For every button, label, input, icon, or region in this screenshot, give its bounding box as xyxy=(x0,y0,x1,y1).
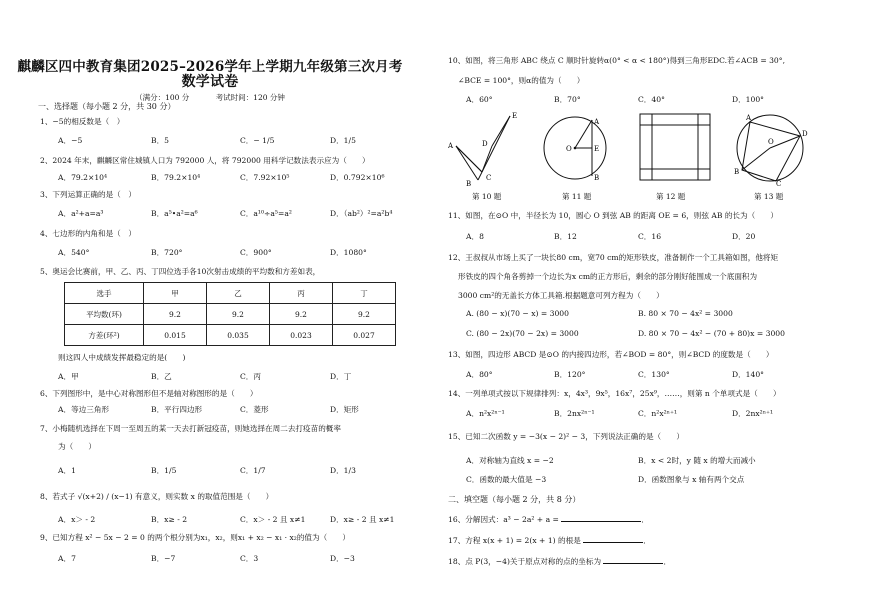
question-11: 11、如图，在⊙O 中，半径长为 10，圆心 O 到弦 AB 的距离 OE = 6，则弦 AB 的长为（ ） xyxy=(448,211,778,220)
question-3: 3、下列运算正确的是（ ） xyxy=(40,190,136,199)
outer-sheet xyxy=(640,114,710,180)
option: B．70° xyxy=(554,95,581,104)
option: B．12 xyxy=(554,232,577,241)
label-b: B xyxy=(466,180,472,188)
box-base xyxy=(652,125,698,169)
label-c: C xyxy=(776,180,782,186)
question-14: 14、一列单项式按以下规律排列：x，4x³，9x⁵，16x⁷，25x⁹，……，则第 n 个单项式是（ ） xyxy=(448,389,781,398)
figure-10 xyxy=(448,108,528,188)
option: C．菱形 xyxy=(240,405,269,414)
option: D．丁 xyxy=(330,372,352,381)
question-10: 10、如图，将三角形 ABC 绕点 C 顺时针旋转α(0° < α < 180°)得到三角形EDC.若∠ACB = 30°, xyxy=(448,56,785,65)
option: D．1080° xyxy=(330,248,367,257)
table-cell: 乙 xyxy=(207,283,270,304)
option: B．−7 xyxy=(151,554,176,563)
option: B．5 xyxy=(151,136,170,145)
table-cell: 丁 xyxy=(333,283,396,304)
question-17-text: 17、方程 x(x + 1) = 2(x + 1) 的根是 xyxy=(448,536,581,545)
table-cell: 0.023 xyxy=(270,325,333,346)
question-12-cont2: 3000 cm²的无盖长方体工具箱.根据题意可列方程为（ ） xyxy=(458,291,664,300)
option: D．140° xyxy=(732,370,764,379)
score-table xyxy=(64,282,396,346)
option: A．79.2×10⁴ xyxy=(58,173,108,182)
option: A．1 xyxy=(58,466,76,475)
option: A．x＞ - 2 xyxy=(58,515,96,524)
label-a: A xyxy=(594,118,600,126)
table-cell: 9.2 xyxy=(270,304,333,325)
option: B．x < 2时，y 随 x 的增大而减小 xyxy=(638,456,756,465)
question-16: 16、分解因式：a³ − 2a² + a = ． xyxy=(448,515,649,524)
option: C．900° xyxy=(240,248,272,257)
option: D. 80 × 70 − 4x² − (70 + 80)x = 3000 xyxy=(638,329,785,338)
segment-oa xyxy=(575,120,592,148)
label-o: O xyxy=(768,138,774,146)
figure-12 xyxy=(638,112,714,184)
option: C．7.92×10⁵ xyxy=(240,173,290,182)
table-header-row xyxy=(65,283,396,304)
question-12: 12、王叔叔从市场上买了一块长80 cm，宽70 cm的矩形铁皮，准备制作一个工具箱如图，他将矩 xyxy=(448,253,779,262)
label-b: B xyxy=(734,168,740,176)
option: C．a¹⁰÷a⁵=a² xyxy=(240,209,292,218)
answer-blank[interactable] xyxy=(561,513,641,522)
option: D．100° xyxy=(732,95,764,104)
question-7-cont: 为（ ） xyxy=(58,442,96,451)
option: A．n²x²ⁿ⁻¹ xyxy=(466,409,505,418)
option: D．20 xyxy=(732,232,756,241)
segment-ob xyxy=(742,148,770,170)
option: C．函数的最大值是 −3 xyxy=(466,475,547,484)
option: A．−5 xyxy=(58,136,83,145)
table-cell: 0.015 xyxy=(144,325,207,346)
table-cell: 9.2 xyxy=(333,304,396,325)
question-5: 5、奥运会比赛前，甲、乙、丙、丁四位选手各10次射击成绩的平均数和方差如表， xyxy=(40,267,321,276)
question-10-cont: ∠BCE = 100°，则α的值为（ ） xyxy=(458,76,585,85)
option: D．0.792×10⁶ xyxy=(330,173,385,182)
option: B．乙 xyxy=(151,372,172,381)
question-6: 6、下列图形中，是中心对称图形但不是轴对称图形的是（ ） xyxy=(40,389,258,398)
figure-13 xyxy=(732,110,812,186)
question-7: 7、小梅随机选择在下周一至周五的某一天去打新冠疫苗，则她选择在周二去打疫苗的概率 xyxy=(40,424,341,433)
question-2: 2、2024 年末，麒麟区常住城镇人口为 792000 人，将 792000 用科学记数法表示应为（ ） xyxy=(40,156,370,165)
table-cell: 丙 xyxy=(270,283,333,304)
question-17: 17、方程 x(x + 1) = 2(x + 1) 的根是 ． xyxy=(448,536,651,545)
option: C．n²x²ⁿ⁺¹ xyxy=(638,409,678,418)
option: A. (80 − x)(70 − x) = 3000 xyxy=(466,309,569,318)
figure-11 xyxy=(540,112,612,184)
question-5-stem: 则这四人中成绩发挥最稳定的是( ) xyxy=(58,353,186,362)
label-d: D xyxy=(802,130,808,138)
table-cell: 9.2 xyxy=(207,304,270,325)
option: C．130° xyxy=(638,370,670,379)
option: B．79.2×10⁴ xyxy=(151,173,201,182)
option: D．函数图象与 x 轴有两个交点 xyxy=(638,475,745,484)
question-15: 15、已知二次函数 y = −3(x − 2)² − 3，下列说法正确的是（ ） xyxy=(448,432,684,441)
segment-ac xyxy=(456,146,482,172)
option: C．16 xyxy=(638,232,662,241)
segment-dc xyxy=(482,146,492,172)
option: A．对称轴为直线 x = −2 xyxy=(466,456,554,465)
question-1: 1、−5的相反数是（ ） xyxy=(40,117,125,126)
label-b: B xyxy=(594,174,600,182)
caption-13: 第 13 题 xyxy=(754,192,784,201)
full-score: （满分：100 分 xyxy=(135,93,190,102)
section-fill: 二、填空题（每小题 2 分，共 8 分） xyxy=(448,495,581,504)
question-9: 9、已知方程 x² − 5x − 2 = 0 的两个根分别为x₁，x₂，则x₁ + x₂ − x₁ · x₂的值为（ ） xyxy=(40,533,350,542)
segment-od xyxy=(770,136,800,148)
option: B．2nx²ⁿ⁻¹ xyxy=(554,409,595,418)
option: C．− 1/5 xyxy=(240,136,275,145)
question-8: 8、若式子 √(x+2) / (x−1) 有意义，则实数 x 的取值范围是（ ） xyxy=(40,492,274,501)
option: A．等边三角形 xyxy=(58,405,110,414)
table-cell: 9.2 xyxy=(144,304,207,325)
option: B．120° xyxy=(554,370,586,379)
option: C. (80 − 2x)(70 − 2x) = 3000 xyxy=(466,329,579,338)
answer-blank[interactable] xyxy=(583,534,643,543)
label-a: A xyxy=(746,114,752,122)
label-e: E xyxy=(512,112,518,120)
option: B．平行四边形 xyxy=(151,405,203,414)
option: B．a⁵•a²=a⁶ xyxy=(151,209,198,218)
table-cell: 0.027 xyxy=(333,325,396,346)
table-cell: 方差(环²) xyxy=(65,325,144,346)
section-choice: 一、选择题（每小题 2 分，共 30 分） xyxy=(38,102,176,111)
triangle-abc xyxy=(456,146,482,180)
option: A．80° xyxy=(466,370,493,379)
quad-abcd xyxy=(742,122,800,181)
table-cell: 选手 xyxy=(65,283,144,304)
exam-time: 考试时间：120 分钟 xyxy=(215,93,285,102)
option: C．40° xyxy=(638,95,665,104)
answer-blank[interactable] xyxy=(603,555,663,564)
question-13: 13、如图，四边形 ABCD 是⊙O 的内接四边形，若∠BOD = 80°，则∠BCD 的度数是（ ） xyxy=(448,350,774,359)
option: B．720° xyxy=(151,248,183,257)
table-row xyxy=(65,304,396,325)
option: D．1/5 xyxy=(330,136,356,145)
question-18: 18、点 P(3，−4)关于原点对称的点的坐标为 ． xyxy=(448,557,672,566)
exam-subtitle: 数学试卷 xyxy=(181,74,239,90)
option: D．1/3 xyxy=(330,466,356,475)
label-a: A xyxy=(448,142,454,150)
option: C．3 xyxy=(240,554,259,563)
option: B. 80 × 70 − 4x² = 3000 xyxy=(638,309,733,318)
option: A．540° xyxy=(58,248,90,257)
caption-12: 第 12 题 xyxy=(656,192,686,201)
center-dot xyxy=(574,147,577,150)
option: C．x＞ - 2 且 x≠1 xyxy=(240,515,306,524)
option: D．2nx²ⁿ⁺¹ xyxy=(732,409,774,418)
option: C．1/7 xyxy=(240,466,266,475)
option: D．x≥ - 2 且 x≠1 xyxy=(330,515,395,524)
table-cell: 平均数(环) xyxy=(65,304,144,325)
question-12-cont: 形铁皮的四个角各剪掉一个边长为x cm的正方形后，剩余的部分刚好能围成一个底面积为 xyxy=(458,272,758,281)
caption-10: 第 10 题 xyxy=(472,192,502,201)
label-d: D xyxy=(482,140,488,148)
option: B．1/5 xyxy=(151,466,177,475)
table-cell: 甲 xyxy=(144,283,207,304)
table-cell: 0.035 xyxy=(207,325,270,346)
option: C．丙 xyxy=(240,372,261,381)
option: D．（ab²）²=a²b⁴ xyxy=(330,209,393,218)
question-16-text: 16、分解因式：a³ − 2a² + a = xyxy=(448,515,559,524)
caption-11: 第 11 题 xyxy=(562,192,592,201)
label-c: C xyxy=(486,174,492,182)
option: A．a²+a=a³ xyxy=(58,209,104,218)
option: A．甲 xyxy=(58,372,79,381)
option: D．矩形 xyxy=(330,405,359,414)
exam-title: 麒麟区四中教育集团2025–2026学年上学期九年级第三次月考 xyxy=(17,59,403,75)
option: A．60° xyxy=(466,95,493,104)
question-4: 4、七边形的内角和是（ ） xyxy=(40,229,136,238)
table-row xyxy=(65,325,396,346)
option: A．7 xyxy=(58,554,76,563)
segment-ed xyxy=(492,116,510,146)
option: D．−3 xyxy=(330,554,355,563)
question-18-text: 18、点 P(3，−4)关于原点对称的点的坐标为 xyxy=(448,557,602,566)
option: A．8 xyxy=(466,232,484,241)
option: B．x≥ - 2 xyxy=(151,515,188,524)
label-o: O xyxy=(566,145,572,153)
label-e: E xyxy=(594,145,600,153)
